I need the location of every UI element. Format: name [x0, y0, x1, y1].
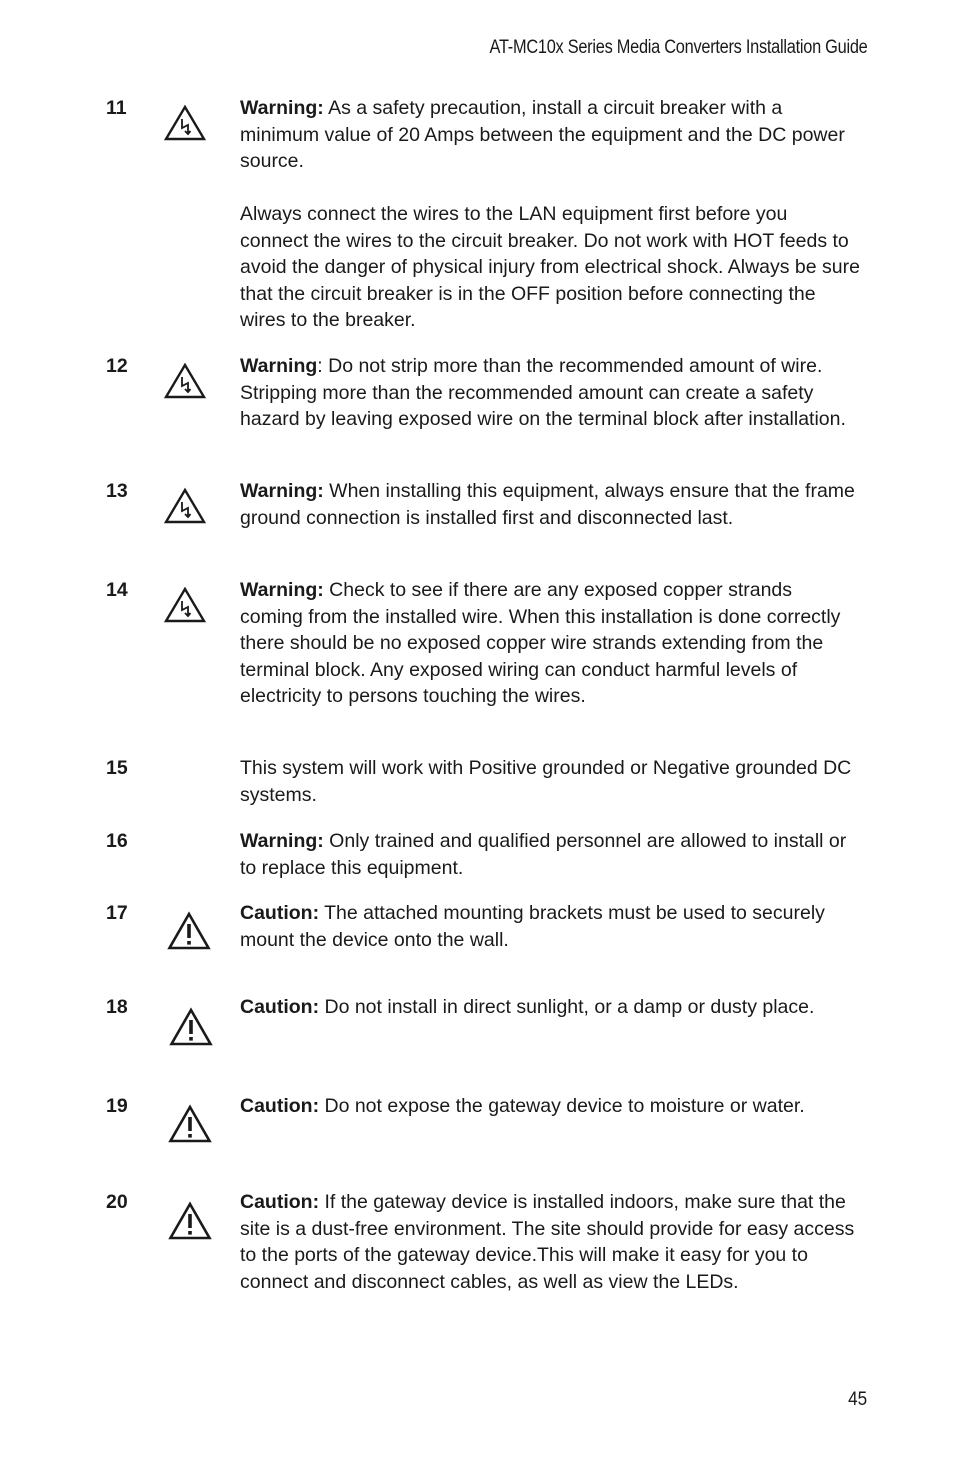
caution-icon: [168, 1201, 212, 1241]
item-body: As a safety precaution, install a circuit breaker with a minimum value of 20 Amps between the equipment and the DC power source.: [240, 97, 845, 172]
warning-label: Warning:: [240, 97, 324, 119]
electric-shock-warning-icon: [163, 362, 207, 400]
item-text: [240, 577, 860, 710]
item-body: Do not install in direct sunlight, or a damp or dusty place.: [319, 996, 815, 1018]
item-number: 17: [106, 902, 128, 924]
item-text: [240, 755, 860, 808]
caution-icon: [168, 1104, 212, 1144]
item-body: Only trained and qualified personnel are allowed to install or to replace this equipment.: [240, 830, 847, 879]
item-body: Do not expose the gateway device to moisture or water.: [319, 1095, 805, 1117]
item-body: When installing this equipment, always ensure that the frame ground connection is installed first and disconnected last.: [240, 480, 855, 529]
item-number: 13: [106, 480, 128, 502]
item-text: [240, 95, 860, 334]
warning-label: Warning:: [240, 830, 324, 852]
item-number: 16: [106, 830, 128, 852]
item-body: Check to see if there are any exposed copper strands coming from the installed wire. When this installation is done correctly there should be no exposed copper wire strands extending from the terminal block. Any exposed wiring can conduct harmful levels of electricity to persons touching the wires.: [240, 579, 841, 707]
warning-label: Warning:: [240, 579, 324, 601]
item-text: [240, 478, 860, 531]
caution-label: Caution:: [240, 996, 320, 1018]
caution-label: Caution:: [240, 1191, 320, 1213]
caution-icon: [167, 911, 211, 951]
electric-shock-warning-icon: [163, 487, 207, 525]
item-body: This system will work with Positive grounded or Negative grounded DC systems.: [240, 757, 852, 806]
warning-label: Warning:: [240, 480, 324, 502]
item-text: [240, 1189, 860, 1295]
item-text: [240, 1093, 860, 1120]
item-number: 12: [106, 355, 128, 377]
item-text: [240, 828, 860, 881]
item-text: [240, 900, 860, 953]
electric-shock-warning-icon: [163, 586, 207, 624]
item-text: [240, 353, 860, 433]
item-body: : Do not strip more than the recommended amount of wire. Stripping more than the recommended amount can create a safety hazard by leaving exposed wire on the terminal block after installation.: [240, 355, 846, 430]
item-paragraph: Always connect the wires to the LAN equipment first before you connect the wires to the circuit breaker. Do not work with HOT feeds to avoid the danger of physical injury from electrical shock. Always be sure that the circuit breaker is in the OFF position before connecting the wires to the breaker.: [240, 203, 860, 331]
item-body: If the gateway device is installed indoors, make sure that the site is a dust-free environment. The site should provide for easy access to the ports of the gateway device.This will make it easy for you to connect and disconnect cables, as well as view the LEDs.: [240, 1191, 855, 1293]
item-number: 18: [106, 996, 128, 1018]
caution-label: Caution:: [240, 902, 320, 924]
running-header: AT-MC10x Series Media Converters Installation Guide: [489, 37, 867, 58]
item-number: 14: [106, 579, 128, 601]
item-body: The attached mounting brackets must be used to securely mount the device onto the wall.: [240, 902, 825, 951]
warning-label: Warning: [240, 355, 318, 377]
caution-label: Caution:: [240, 1095, 320, 1117]
item-number: 19: [106, 1095, 128, 1117]
page-number: 45: [847, 1389, 867, 1410]
electric-shock-warning-icon: [163, 104, 207, 142]
item-number: 11: [106, 97, 127, 119]
item-number: 20: [106, 1191, 128, 1213]
item-number: 15: [106, 757, 128, 779]
item-text: [240, 994, 860, 1021]
caution-icon: [169, 1007, 213, 1047]
